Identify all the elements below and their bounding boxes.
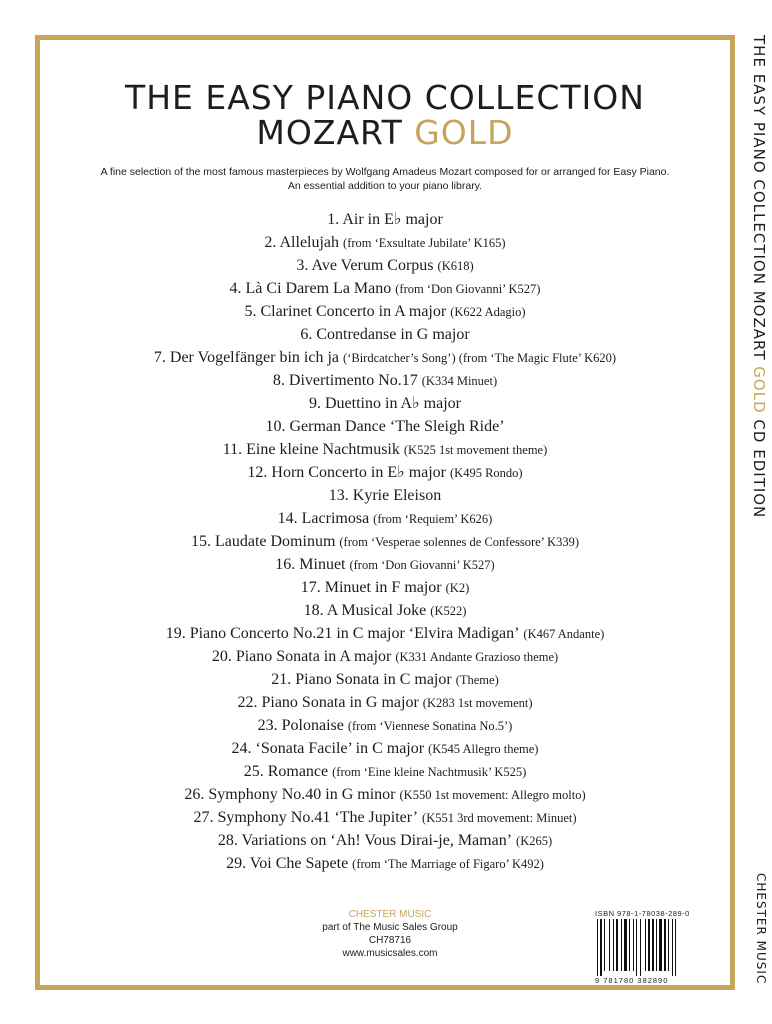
barcode-block xyxy=(595,908,707,986)
track-item xyxy=(40,829,730,852)
catalog-number: CH78716 xyxy=(368,935,412,946)
track-details: (K495 Rondo) xyxy=(450,466,523,480)
track-details: (from ‘Don Giovanni’ K527) xyxy=(395,282,541,296)
barcode-bar xyxy=(652,919,654,971)
track-item xyxy=(40,300,730,323)
track-item xyxy=(40,576,730,599)
track-title: 22. Piano Sonata in G major xyxy=(237,694,419,711)
track-item xyxy=(40,346,730,369)
track-item xyxy=(40,461,730,484)
track-details: (from ‘Don Giovanni’ K527) xyxy=(349,558,495,572)
track-details: (K331 Andante Grazioso theme) xyxy=(395,650,559,664)
spine-title-end: CD EDITION xyxy=(750,419,768,519)
track-item xyxy=(40,553,730,576)
track-title: 1. Air in E♭ major xyxy=(327,211,443,228)
barcode-bar xyxy=(636,919,637,976)
spine xyxy=(745,35,772,990)
track-title: 21. Piano Sonata in C major xyxy=(271,671,452,688)
barcode-bar xyxy=(600,919,602,976)
track-item xyxy=(40,507,730,530)
track-details: (K522) xyxy=(430,604,467,618)
track-title: 25. Romance xyxy=(243,763,329,780)
track-item xyxy=(40,369,730,392)
barcode-bar xyxy=(659,919,662,971)
barcode-bar xyxy=(609,919,610,971)
publisher-website: www.musicsales.com xyxy=(342,948,438,959)
spine-title-main: THE EASY PIANO COLLECTION MOZART xyxy=(750,35,768,361)
track-details: (K545 Allegro theme) xyxy=(428,742,539,756)
track-item xyxy=(40,645,730,668)
track-title: 29. Voi Che Sapete xyxy=(226,855,349,872)
track-title: 16. Minuet xyxy=(275,556,346,573)
track-title: 18. A Musical Joke xyxy=(303,602,427,619)
track-item xyxy=(40,737,730,760)
intro-text xyxy=(40,165,730,193)
track-item xyxy=(40,438,730,461)
track-details: (from ‘Eine kleine Nachtmusik’ K525) xyxy=(332,765,527,779)
barcode-bar xyxy=(624,919,627,971)
barcode-bar xyxy=(672,919,673,976)
barcode-bar xyxy=(621,919,622,971)
track-details: (from ‘The Marriage of Figaro’ K492) xyxy=(352,857,544,871)
track-details: (K622 Adagio) xyxy=(450,305,526,319)
track-item xyxy=(40,415,730,438)
barcode-bar xyxy=(645,919,646,971)
track-title: 28. Variations on ‘Ah! Vous Dirai-je, Maman’ xyxy=(217,832,513,849)
track-details: (from ‘Requiem’ K626) xyxy=(373,512,493,526)
track-details: (from ‘Exsultate Jubilate’ K165) xyxy=(343,236,506,250)
track-item xyxy=(40,277,730,300)
gold-edition-label: GOLD xyxy=(414,113,514,152)
track-item xyxy=(40,484,730,507)
track-item xyxy=(40,691,730,714)
cover-frame xyxy=(35,35,735,990)
barcode-number: 9 781780 382890 xyxy=(595,976,669,985)
track-item xyxy=(40,208,730,231)
track-title: 23. Polonaise xyxy=(257,717,344,734)
track-title: 20. Piano Sonata in A major xyxy=(211,648,392,665)
spine-title xyxy=(750,35,768,518)
track-details: (K334 Minuet) xyxy=(421,374,498,388)
track-details: (K551 3rd movement: Minuet) xyxy=(422,811,577,825)
track-title: 15. Laudate Dominum xyxy=(190,533,336,550)
track-title: 19. Piano Concerto No.21 in C major ‘Elvira Madigan’ xyxy=(165,625,520,642)
track-title: 3. Ave Verum Corpus xyxy=(296,257,434,274)
track-details: (K283 1st movement) xyxy=(422,696,533,710)
track-list xyxy=(40,208,730,875)
track-title: 5. Clarinet Concerto in A major xyxy=(244,303,447,320)
barcode-bar xyxy=(648,919,650,971)
track-title: 11. Eine kleine Nachtmusik xyxy=(222,441,400,458)
track-title: 17. Minuet in F major xyxy=(300,579,442,596)
track-title: 8. Divertimento No.17 xyxy=(272,372,418,389)
track-details: (K550 1st movement: Allegro molto) xyxy=(399,788,586,802)
composer-title xyxy=(40,115,730,151)
track-title: 6. Contredanse in G major xyxy=(300,326,470,343)
track-title: 14. Lacrimosa xyxy=(277,510,370,527)
barcode-bar xyxy=(668,919,669,971)
track-details: (‘Birdcatcher’s Song’) (from ‘The Magic Flute’ K620) xyxy=(343,351,617,365)
barcode-bar xyxy=(675,919,676,976)
spine-gold: GOLD xyxy=(750,366,768,414)
track-title: 9. Duettino in A♭ major xyxy=(309,395,461,412)
track-details: (from ‘Viennese Sonatina No.5’) xyxy=(347,719,513,733)
track-details: (K618) xyxy=(437,259,474,273)
track-details: (K467 Andante) xyxy=(523,627,605,641)
track-title: 7. Der Vogelfänger bin ich ja xyxy=(153,349,340,366)
track-title: 26. Symphony No.40 in G minor xyxy=(184,786,396,803)
track-item xyxy=(40,668,730,691)
barcode-bar xyxy=(629,919,630,971)
track-item xyxy=(40,622,730,645)
track-item xyxy=(40,852,730,875)
barcode-icon xyxy=(595,919,703,971)
spine-publisher: CHESTER MUSIC xyxy=(754,873,768,985)
track-details: (K2) xyxy=(445,581,470,595)
track-item xyxy=(40,783,730,806)
barcode-bar xyxy=(597,919,598,976)
track-item xyxy=(40,806,730,829)
track-item xyxy=(40,599,730,622)
intro-line-1: A fine selection of the most famous masterpieces by Wolfgang Amadeus Mozart composed for or arranged for Easy Piano. xyxy=(100,166,670,178)
track-title: 13. Kyrie Eleison xyxy=(328,487,442,504)
publisher-group: part of The Music Sales Group xyxy=(322,922,458,933)
track-title: 24. ‘Sonata Facile’ in C major xyxy=(231,740,425,757)
isbn-label: ISBN 978-1-78038-289-0 xyxy=(595,909,690,918)
track-title: 2. Allelujah xyxy=(264,234,340,251)
track-title: 12. Horn Concerto in E♭ major xyxy=(247,464,447,481)
publisher-name: CHESTER MUSIC xyxy=(348,909,432,920)
track-title: 4. Là Ci Darem La Mano xyxy=(229,280,392,297)
track-item xyxy=(40,392,730,415)
track-item xyxy=(40,760,730,783)
track-title: 27. Symphony No.41 ‘The Jupiter’ xyxy=(193,809,419,826)
track-details: (Theme) xyxy=(455,673,499,687)
track-title: 10. German Dance ‘The Sleigh Ride’ xyxy=(265,418,505,435)
track-item xyxy=(40,530,730,553)
barcode-bar xyxy=(656,919,657,971)
track-item xyxy=(40,254,730,277)
track-item xyxy=(40,323,730,346)
barcode-bar xyxy=(633,919,634,971)
barcode-bar xyxy=(604,919,605,971)
barcode-bar xyxy=(640,919,641,976)
track-details: (K265) xyxy=(516,834,553,848)
collection-title: THE EASY PIANO COLLECTION xyxy=(125,78,645,117)
composer-name: MOZART xyxy=(256,113,403,152)
intro-line-2: An essential addition to your piano library. xyxy=(287,180,483,192)
barcode-bar xyxy=(616,919,618,971)
track-details: (K525 1st movement theme) xyxy=(403,443,548,457)
track-item xyxy=(40,714,730,737)
barcode-bar xyxy=(664,919,666,971)
track-details: (from ‘Vesperae solennes de Confessore’ K339) xyxy=(339,535,580,549)
barcode-bar xyxy=(613,919,614,971)
track-item xyxy=(40,231,730,254)
